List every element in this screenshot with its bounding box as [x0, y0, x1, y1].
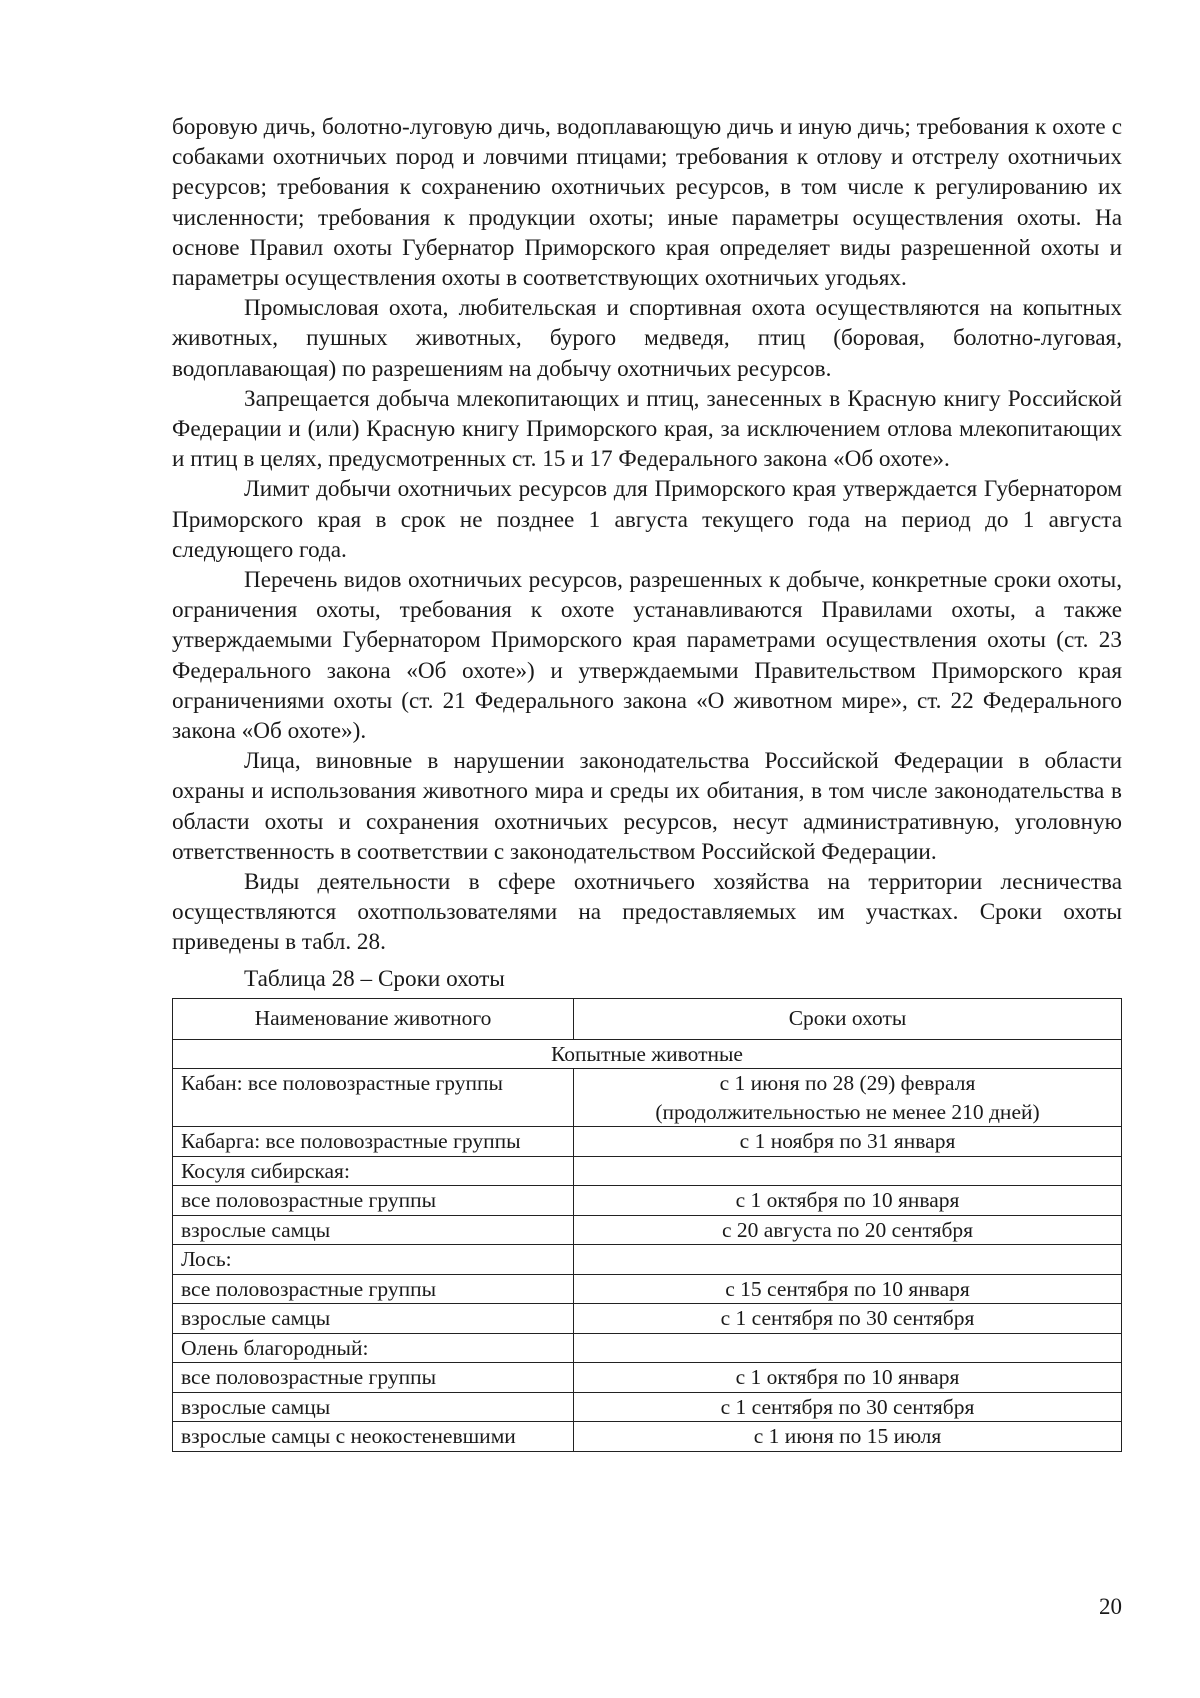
hunting-seasons-table [172, 998, 1122, 1452]
animal-cell: все половозрастные группы [173, 1186, 574, 1216]
table-row [173, 1363, 1122, 1393]
animal-cell: все половозрастные группы [173, 1363, 574, 1393]
period-cell: с 20 августа по 20 сентября [574, 1215, 1122, 1245]
animal-cell: взрослые самцы [173, 1392, 574, 1422]
period-cell: с 1 сентября по 30 сентября [574, 1304, 1122, 1334]
paragraph-6: Лица, виновные в нарушении законодательства Российской Федерации в области охраны и использования животного мира и среды их обитания, в том числе законодательства в области охоты и сохранения охотничьих ресурсов, несут административную, уголовную ответственность в соответствии с законодательством Российской Федерации. [172, 748, 1122, 865]
table-caption: Таблица 28 – Сроки охоты [244, 965, 505, 992]
paragraph-2: Промысловая охота, любительская и спортивная охота осуществляются на копытных животных, пушных животных, бурого медведя, птиц (боровая, болотно-луговая, водоплавающая) по разрешениям на добычу охотничьих ресурсов. [172, 295, 1122, 382]
paragraph-4: Лимит добычи охотничьих ресурсов для Приморского края утверждается Губернатором Приморского края в срок не позднее 1 августа текущего года на период до 1 августа следующего года. [172, 476, 1122, 563]
section-ungulates: Копытные животные [173, 1039, 1122, 1069]
table-row [173, 1422, 1122, 1452]
page-number: 20 [1099, 1594, 1122, 1619]
animal-cell: взрослые самцы [173, 1215, 574, 1245]
animal-cell: все половозрастные группы [173, 1274, 574, 1304]
period-cell [574, 1245, 1122, 1275]
animal-cell: Косуля сибирская: [173, 1156, 574, 1186]
table-row [173, 1127, 1122, 1157]
table-section-row [173, 1039, 1122, 1069]
table-row [173, 1274, 1122, 1304]
table-row [173, 1245, 1122, 1275]
period-cell: с 1 июня по 28 (29) февраля (продолжительностью не менее 210 дней) [574, 1069, 1122, 1127]
table-row [173, 1156, 1122, 1186]
header-period: Сроки охоты [574, 998, 1122, 1039]
period-cell [574, 1156, 1122, 1186]
animal-cell: Кабарга: все половозрастные группы [173, 1127, 574, 1157]
document-page [172, 112, 1122, 1452]
period-cell: с 1 октября по 10 января [574, 1186, 1122, 1216]
table-row [173, 1215, 1122, 1245]
animal-cell: Лось: [173, 1245, 574, 1275]
paragraph-5: Перечень видов охотничьих ресурсов, разрешенных к добыче, конкретные сроки охоты, ограничения охоты, требования к охоте устанавливаются Правилами охоты, а также утверждаемыми Губернатором Приморского края параметрами осуществления охоты (ст. 23 Федерального закона «Об охоте») и утверждаемыми Правительством Приморского края ограничениями охоты (ст. 21 Федерального закона «О животном мире», ст. 22 Федерального закона «Об охоте»). [172, 567, 1122, 745]
table-row [173, 1069, 1122, 1127]
table-row [173, 1186, 1122, 1216]
animal-cell: Кабан: все половозрастные группы [173, 1069, 574, 1127]
table-row [173, 1333, 1122, 1363]
period-cell: с 1 октября по 10 января [574, 1363, 1122, 1393]
period-cell: с 1 июня по 15 июля [574, 1422, 1122, 1452]
paragraph-7: Виды деятельности в сфере охотничьего хозяйства на территории лесничества осуществляются охотпользователями на предоставляемых им участках. Сроки охоты приведены в табл. 28. [172, 869, 1122, 956]
paragraph-1: боровую дичь, болотно-луговую дичь, водоплавающую дичь и иную дичь; требования к охоте с собаками охотничьих пород и ловчими птицами; требования к отлову и отстрелу охотничьих ресурсов; требования к сохранению охотничьих ресурсов, в том числе к регулированию их численности; требования к продукции охоты; иные параметры осуществления охоты. На основе Правил охоты Губернатор Приморского края определяет виды разрешенной охоты и параметры осуществления охоты в соответствующих охотничьих угодьях. [172, 114, 1122, 292]
period-cell: с 1 сентября по 30 сентября [574, 1392, 1122, 1422]
table-header-row [173, 998, 1122, 1039]
period-cell: с 15 сентября по 10 января [574, 1274, 1122, 1304]
animal-cell: взрослые самцы с неокостеневшими [173, 1422, 574, 1452]
animal-cell: взрослые самцы [173, 1304, 574, 1334]
animal-cell: Олень благородный: [173, 1333, 574, 1363]
table-row [173, 1392, 1122, 1422]
period-cell: с 1 ноября по 31 января [574, 1127, 1122, 1157]
paragraph-3: Запрещается добыча млекопитающих и птиц, занесенных в Красную книгу Российской Федерации и (или) Красную книгу Приморского края, за исключением отлова млекопитающих и птиц в целях, предусмотренных ст. 15 и 17 Федерального закона «Об охоте». [172, 385, 1122, 473]
table-row [173, 1304, 1122, 1334]
period-cell [574, 1333, 1122, 1363]
header-animal: Наименование животного [173, 998, 574, 1039]
